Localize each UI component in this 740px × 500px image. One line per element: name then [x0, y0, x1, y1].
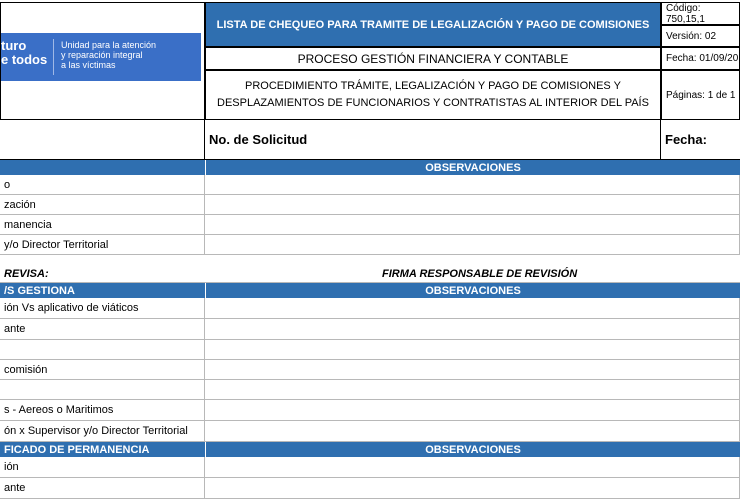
- section3-row-1-observation[interactable]: [205, 457, 740, 478]
- section1-row-1: [0, 175, 205, 195]
- doc-version: [661, 25, 740, 47]
- section1-row-3: [0, 215, 205, 235]
- section2-row-2-label: ante: [4, 323, 26, 335]
- section3-title: FICADO DE PERMANENCIA: [4, 443, 150, 456]
- logo-entity-line-1: Unidad para la atención: [61, 40, 157, 50]
- doc-date-text: Fecha: 01/09/20: [666, 53, 739, 64]
- doc-pages-text: Páginas: 1 de 1: [666, 89, 736, 101]
- process-name-text: PROCESO GESTIÓN FINANCIERA Y CONTABLE: [297, 51, 569, 66]
- section3-observaciones-label: OBSERVACIONES: [425, 443, 521, 456]
- section2-observaciones-label: OBSERVACIONES: [425, 284, 521, 297]
- section3-row-1-label: ión: [4, 461, 19, 473]
- section1-row-1-observation[interactable]: [205, 175, 740, 195]
- responsable-label: FIRMA RESPONSABLE DE REVISIÓN: [382, 267, 578, 280]
- solicitud-left-cell: [0, 120, 205, 160]
- section2-row-6: [0, 400, 205, 421]
- section3-row-2: [0, 478, 205, 499]
- section1-observaciones-header: [205, 160, 740, 175]
- doc-pages: [661, 70, 740, 120]
- section2-row-2: [0, 319, 205, 340]
- doc-code-text: Código: 750,15,1: [666, 2, 705, 25]
- section2-header: [0, 283, 205, 298]
- doc-date: [661, 47, 740, 70]
- procedure-name-text: PROCEDIMIENTO TRÁMITE, LEGALIZACIÓN Y PAGO DE COMISIONES Y DESPLAZAMIENTOS DE FUNCIONARIOS Y CONTRATISTAS AL INTERIOR DEL PAÍS: [217, 80, 649, 109]
- logo-entity-name: [61, 40, 156, 70]
- fecha-label: Fecha:: [665, 132, 707, 147]
- section2-row-5: [0, 380, 205, 400]
- section2-row-3-observation[interactable]: [205, 340, 740, 360]
- section1-row-4: [0, 235, 205, 255]
- section2-row-1-label: ión Vs aplicativo de viáticos: [4, 302, 139, 314]
- solicitud-number-field[interactable]: [205, 120, 661, 160]
- section1-row-3-observation[interactable]: [205, 215, 740, 235]
- section3-row-1: [0, 457, 205, 478]
- doc-code: [661, 2, 740, 25]
- section2-row-3: [0, 340, 205, 360]
- logo-entity-line-3: a las víctimas: [61, 60, 116, 70]
- section3-row-2-observation[interactable]: [205, 478, 740, 499]
- section1-row-2: [0, 195, 205, 215]
- section1-row-4-label: y/o Director Territorial: [4, 238, 109, 251]
- section2-row-7-label: ón x Supervisor y/o Director Territorial: [4, 425, 188, 437]
- section2-observaciones-header: [205, 283, 740, 298]
- doc-version-text: Versión: 02: [666, 30, 717, 42]
- section1-row-3-label: manencia: [4, 218, 52, 231]
- revisa-signature-field[interactable]: [0, 265, 378, 283]
- process-name: [205, 47, 661, 70]
- section2-row-4: [0, 360, 205, 380]
- section2-row-7-observation[interactable]: [205, 421, 740, 442]
- section3-row-2-label: ante: [4, 482, 26, 494]
- section2-row-1-observation[interactable]: [205, 298, 740, 319]
- document-title: [205, 2, 661, 47]
- fecha-field[interactable]: [661, 120, 740, 160]
- logo-slogan-line-2: e todos: [1, 52, 48, 67]
- logo-slogan: [1, 39, 47, 67]
- logo-entity-line-2: y reparación integral: [61, 50, 143, 60]
- section2-row-7: [0, 421, 205, 442]
- revisa-label: REVISA:: [4, 267, 49, 280]
- section1-row-1-label: o: [4, 178, 11, 191]
- section1-row-2-label: zación: [4, 198, 36, 211]
- section2-row-1: [0, 298, 205, 319]
- section2-row-6-label: s - Aereos o Maritimos: [4, 404, 114, 416]
- responsable-signature-field[interactable]: [378, 265, 740, 283]
- section2-row-4-observation[interactable]: [205, 360, 740, 380]
- section1-header-left: [0, 160, 205, 175]
- section3-observaciones-header: [205, 442, 740, 457]
- section2-title: /S GESTIONA: [4, 284, 75, 297]
- section1-row-4-observation[interactable]: [205, 235, 740, 255]
- logo-block: [0, 2, 205, 120]
- section1-row-2-observation[interactable]: [205, 195, 740, 215]
- section2-row-5-observation[interactable]: [205, 380, 740, 400]
- procedure-name: [205, 70, 661, 120]
- logo-divider: [53, 39, 54, 75]
- logo-slogan-line-1: turo: [1, 38, 27, 53]
- document-title-text: LISTA DE CHEQUEO PARA TRAMITE DE LEGALIZACIÓN Y PAGO DE COMISIONES: [216, 18, 650, 31]
- solicitud-label: No. de Solicitud: [209, 132, 308, 147]
- section1-observaciones-label: OBSERVACIONES: [425, 161, 521, 174]
- section2-row-4-label: comisión: [4, 363, 48, 376]
- section3-header: [0, 442, 205, 457]
- section2-row-6-observation[interactable]: [205, 400, 740, 421]
- section2-row-2-observation[interactable]: [205, 319, 740, 340]
